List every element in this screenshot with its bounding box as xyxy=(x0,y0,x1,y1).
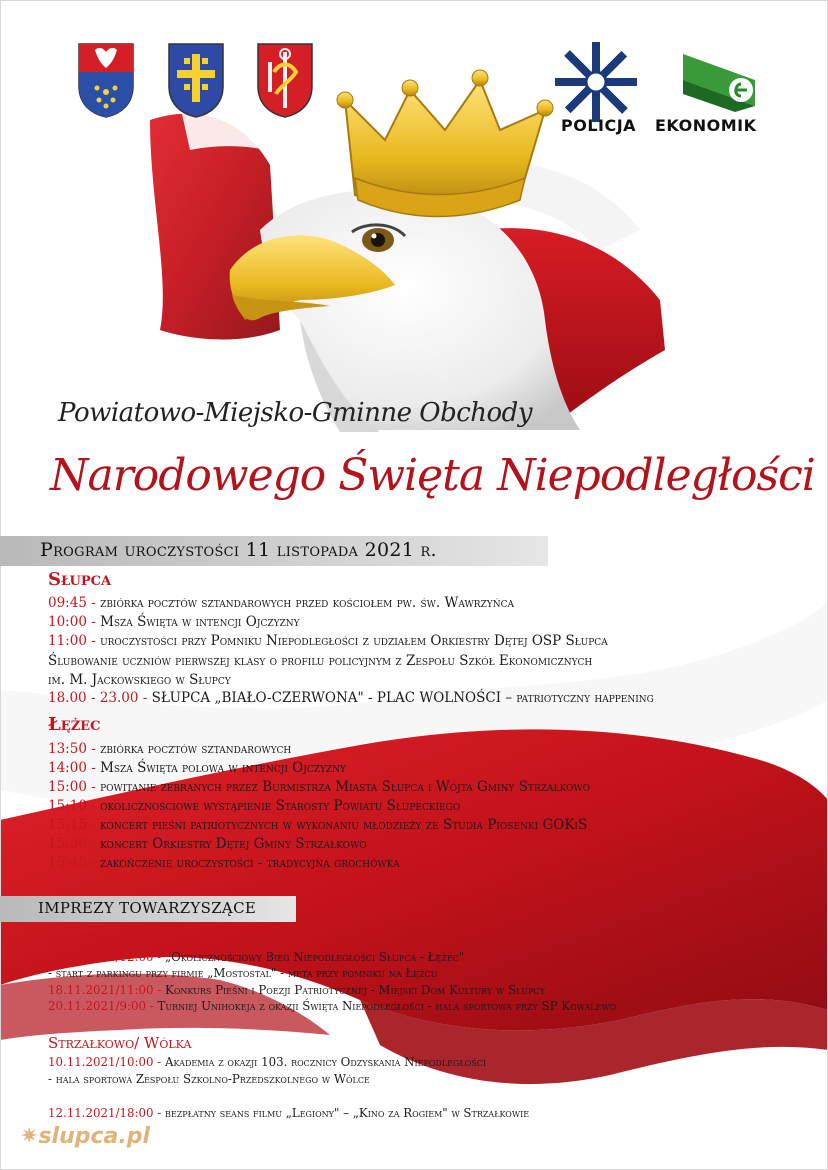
list-item: Ślubowanie uczniów pierwszej klasy o profilu policyjnym z Zespołu Szkół Ekonomicznych xyxy=(48,653,593,669)
sun-icon: ✷ xyxy=(20,1124,39,1149)
list-item: 15:10 - okolicznościowe wystąpienie Starosty Powiatu Słupeckiego xyxy=(48,798,461,814)
list-item: 18.11.2021/11:00 - Konkurs Pieśni i Poezji Patriotycznej - Miejski Dom Kultury w Słupcy xyxy=(48,983,545,997)
section-slupca: Słupca xyxy=(48,569,112,590)
list-item: 13:50 - zbiórka pocztów sztandarowych xyxy=(48,741,292,757)
police-label: POLICJA xyxy=(561,116,637,135)
list-item: - start z parkingu przy firmie „Mostostal" - meta przy pomniku na Łężcu xyxy=(48,966,438,980)
list-item: 10:00 - Msza Święta w intencji Ojczyzny xyxy=(48,614,300,630)
list-item: 10.11.2021/10:00 - Akademia z okazji 103. rocznicy Odzyskania Niepodległości xyxy=(48,1055,487,1069)
list-item: 15:45 - zakończenie uroczystości - tradycyjna grochówka xyxy=(48,855,400,871)
list-item: 14:00 - Msza Święta polowa w intencji Ojczyzny xyxy=(48,760,346,776)
list-item: 10.11.2021/12:00 - „Okolicznościowy Bieg Niepodległości Słupca - Łężec" xyxy=(48,950,465,964)
watermark: ✷slupca.pl xyxy=(20,1124,151,1149)
list-item: 18.00 - 23.00 - SŁUPCA „BIAŁO-CZERWONA" - PLAC WOLNOŚCI – patriotyczny happening xyxy=(48,690,654,706)
side-events-heading: IMPREZY TOWARZYSZĄCE xyxy=(38,899,257,917)
subtitle: Powiatowo-Miejsko-Gminne Obchody xyxy=(58,398,533,428)
coat-of-arms-cross-icon xyxy=(167,42,225,118)
list-item: - hala sportowa Zespołu Szkolno-Przedszkolnego w Wólce xyxy=(48,1072,370,1086)
section-lezec: Łężec xyxy=(48,714,101,735)
program-heading: Program uroczystości 11 listopada 2021 r. xyxy=(40,539,437,561)
side-section-strzalkowo: Strzałkowo/ Wólka xyxy=(48,1034,192,1052)
list-item: 15:15 - koncert pieśni patriotycznych w wykonaniu młodzieży ze Studia Piosenki GOKiS xyxy=(48,817,588,833)
side-section-slupca: Słupca xyxy=(48,928,99,946)
coat-of-arms-keys-icon xyxy=(256,42,314,118)
list-item: im. M. Jackowskiego w Słupcy xyxy=(48,672,231,688)
list-item: 20.11.2021/9:00 - Turniej Unihokeja z okazji Święta Niepodległości - hala sportowa przy SP Kowalewo xyxy=(48,999,617,1013)
list-item: 15:00 - powitanie zebranych przez Burmistrza Miasta Słupca i Wójta Gminy Strzałkowo xyxy=(48,779,590,795)
list-item: 09:45 - zbiórka pocztów sztandarowych przed kościołem pw. św. Wawrzyńca xyxy=(48,595,515,611)
list-item: 11:00 - uroczystości przy Pomniku Niepodległości z udziałem Orkiestry Dętej OSP Słupca xyxy=(48,633,608,649)
list-item: 12.11.2021/18:00 - bezpłatny seans filmu „Legiony" – „Kino za Rogiem" w Strzałkowie xyxy=(48,1106,530,1120)
list-item: 15:30 - koncert Orkiestry Dętej Gminy Strzałkowo xyxy=(48,836,367,852)
page-title: Narodowego Święta Niepodległości xyxy=(50,450,815,501)
ekonomik-label: EKONOMIK xyxy=(655,116,757,135)
coat-of-arms-eagle-icon xyxy=(77,42,135,118)
